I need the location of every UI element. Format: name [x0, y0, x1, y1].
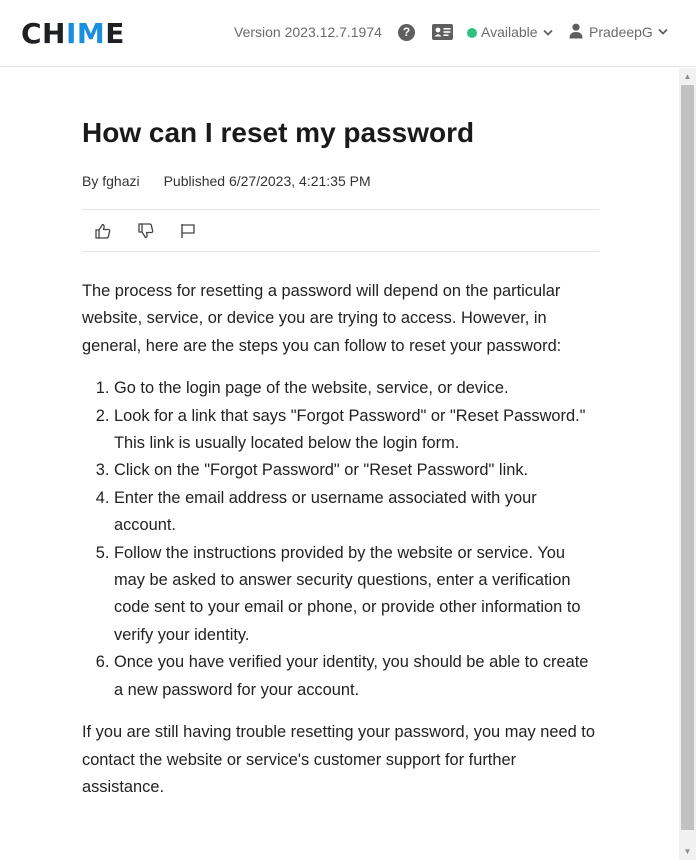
logo-text-post: E — [105, 17, 125, 50]
steps-list — [82, 375, 599, 704]
chevron-down-icon[interactable] — [658, 28, 668, 35]
published-date: Published 6/27/2023, 4:21:35 PM — [163, 173, 371, 189]
version-label: Version 2023.12.7.1974 — [234, 24, 382, 40]
id-card-icon[interactable] — [432, 24, 453, 40]
thumbs-down-icon[interactable] — [137, 222, 155, 240]
status-dot — [467, 28, 477, 38]
flag-icon[interactable] — [179, 222, 197, 240]
list-item: 4. Enter the email address or username associated with your account. — [114, 485, 599, 540]
chime-logo[interactable] — [21, 19, 125, 49]
closing-paragraph: If you are still having trouble resetting your password, you may need to contact the website or service's customer support for further assistance. — [82, 723, 595, 796]
status-dropdown-label[interactable]: Available — [481, 24, 538, 40]
scroll-down-arrow-icon[interactable]: ▼ — [683, 847, 692, 856]
intro-paragraph: The process for resetting a password will depend on the particular website, service, or device you are trying to access. However, in general, here are the steps you can follow to reset your password: — [82, 282, 562, 355]
list-item: 6. Once you have verified your identity, you should be able to create a new password for your account. — [114, 649, 599, 704]
list-item: 5. Follow the instructions provided by the website or service. You may be asked to answer security questions, enter a verification code sent to your email or phone, or provide other information to verify your identity. — [114, 540, 599, 650]
feedback-actions — [82, 209, 599, 252]
list-item: 2. Look for a link that says "Forgot Password" or "Reset Password." This link is usually located below the login form. — [114, 403, 599, 458]
thumbs-up-icon[interactable] — [94, 222, 112, 240]
logo-text-pre: CH — [21, 17, 66, 50]
logo-text-highlight: IM — [65, 17, 106, 50]
question-circle-icon[interactable]: ? — [398, 24, 415, 41]
article-meta — [82, 172, 599, 190]
chevron-down-icon[interactable] — [543, 29, 553, 36]
article-body — [82, 278, 599, 801]
top-bar — [0, 0, 696, 67]
author-label: By fghazi — [82, 173, 140, 189]
vertical-scrollbar[interactable] — [679, 68, 696, 860]
article — [82, 68, 599, 801]
list-item: 1. Go to the login page of the website, service, or device. — [114, 375, 599, 402]
list-item: 3. Click on the "Forgot Password" or "Reset Password" link. — [114, 457, 599, 484]
scroll-thumb[interactable] — [681, 85, 694, 830]
person-icon — [569, 23, 583, 39]
article-title: How can I reset my password — [82, 117, 475, 148]
user-menu-label[interactable]: PradeepG — [589, 24, 653, 40]
scroll-up-arrow-icon[interactable]: ▲ — [683, 72, 692, 81]
